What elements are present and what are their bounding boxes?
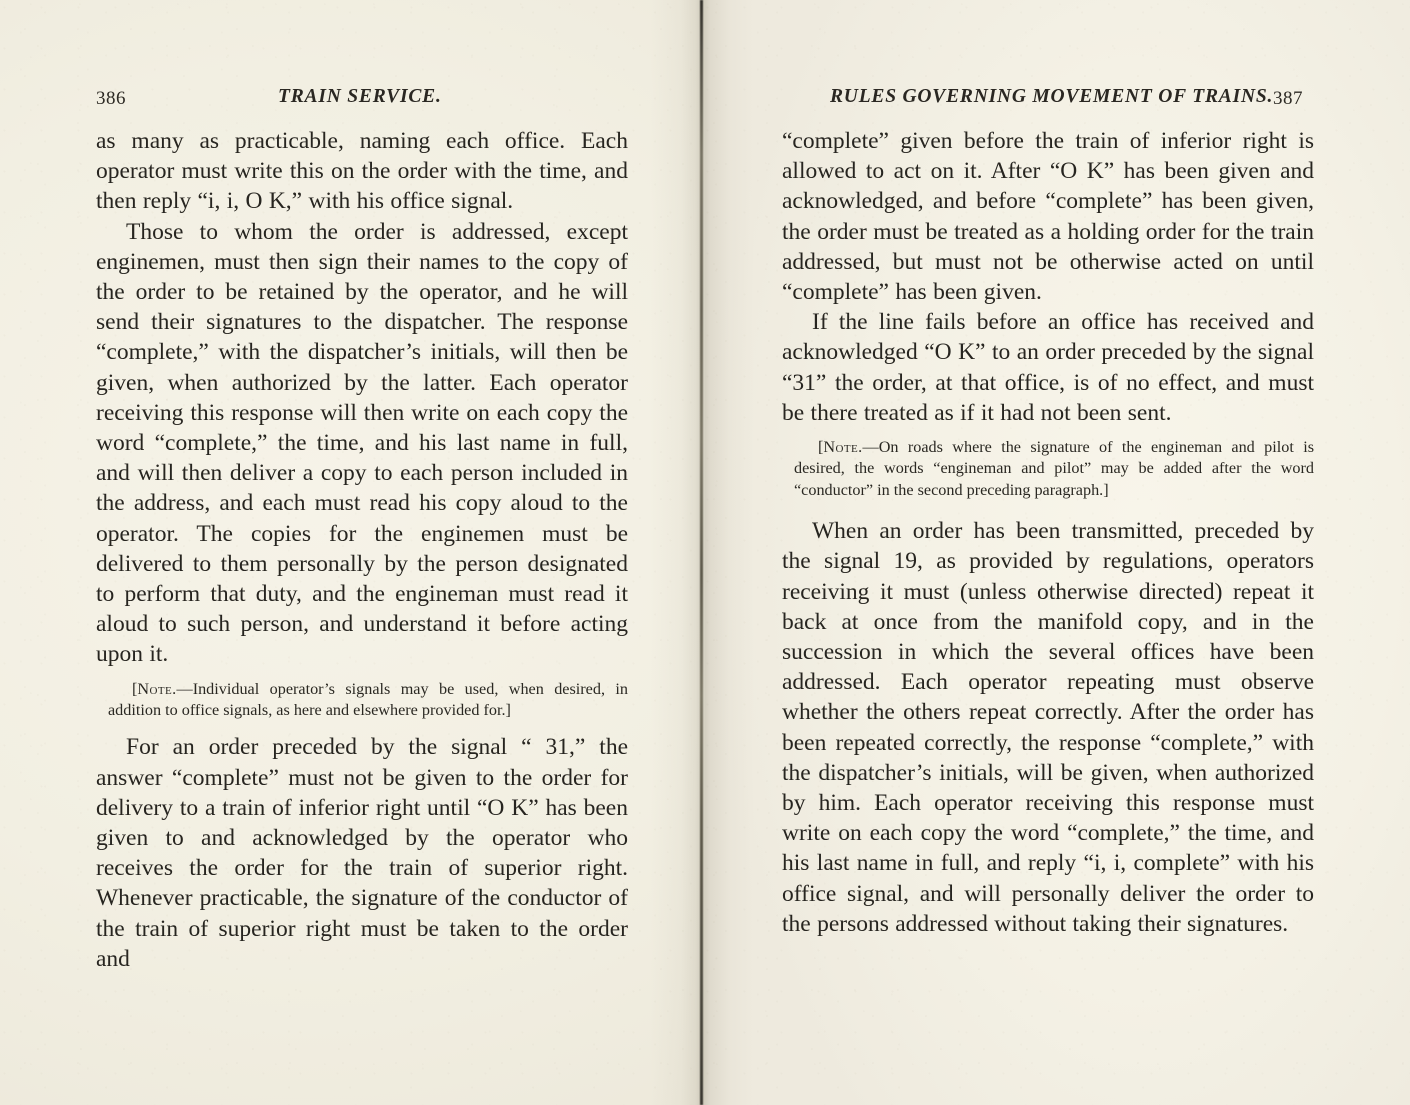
left-page	[0, 0, 700, 1105]
paragraph: When an order has been transmitted, preceded by the signal 19, as provided by regulations, operators receiving it must (unless otherwise directed) repeat it back at once from the manifold copy, and in the succession in which the several offices have been addressed. Each operator repeating must observe whether the others repeat correctly. After the order has been repeated correctly, the response “complete,” with the dispatcher’s initials, will be given, when authorized by him. Each operator receiving this response must write on each copy the word “complete,” the time, and his last name in full, and reply “i, i, complete” with his office signal, and will personally deliver the order to the persons addressed without taking their signatures.	[782, 518, 1314, 937]
editorial-note	[96, 679, 628, 722]
right-page-folio: 387	[1273, 88, 1303, 109]
paragraph-spacer	[782, 505, 1314, 516]
note-text: —On roads where the signature of the engineman and pilot is desired, the words “engineman and pilot” may be added after the word “conductor” in the second preceding paragraph.]	[794, 438, 1314, 499]
note-label: Note.	[823, 438, 863, 457]
left-page-text-column	[96, 126, 628, 974]
note-open-bracket: [	[818, 438, 824, 457]
paragraph: For an order preceded by the signal “ 31,” the answer “complete” must not be given to the order for delivery to a train of inferior right until “O K” has been given to and acknowledged by the operator who receives the order for the train of superior right. Whenever practicable, the signature of the conductor of the train of superior right must be taken to the order and	[96, 734, 628, 972]
right-page	[710, 0, 1410, 1105]
note-open-bracket: [	[132, 679, 138, 698]
editorial-note	[782, 437, 1314, 501]
left-page-folio: 386	[96, 88, 126, 109]
right-page-text-column	[782, 126, 1314, 939]
note-label: Note.	[137, 679, 177, 698]
right-page-running-head: RULES GOVERNING MOVEMENT OF TRAINS.	[830, 86, 1274, 107]
left-page-running-head: TRAIN SERVICE.	[278, 86, 442, 107]
paragraph: as many as practicable, naming each office. Each operator must write this on the order with the time, and then reply “i, i, O K,” with his office signal.	[96, 128, 628, 215]
paragraph: If the line fails before an office has received and acknowledged “O K” to an order preceded by the signal “31” the order, at that office, is of no effect, and must be there treated as if it had not been sent.	[782, 309, 1314, 426]
paragraph: “complete” given before the train of inferior right is allowed to act on it. After “O K” has been given and acknowledged, and before “complete” has been given, the order must be treated as a holding order for the train addressed, but must not be otherwise acted on until “complete” has been given.	[782, 128, 1314, 306]
paragraph: Those to whom the order is addressed, except enginemen, must then sign their names to the copy of the order to be retained by the operator, and he will send their signatures to the dispatcher. The response “complete,” with the dispatcher’s initials, will then be given, when authorized by the latter. Each operator receiving this response will then write on each copy the word “complete,” the time, and his last name in full, and will then deliver a copy to each person included in the address, and each must read his copy aloud to the operator. The copies for the enginemen must be delivered to them personally by the person designated to perform that duty, and the engineman must read it aloud to such person, and understand it before acting upon it.	[96, 218, 628, 668]
paragraph-spacer	[96, 725, 628, 732]
note-text: —Individual operator’s signals may be used, when desired, in addition to office signals, as here and elsewhere provided for.]	[108, 679, 628, 720]
